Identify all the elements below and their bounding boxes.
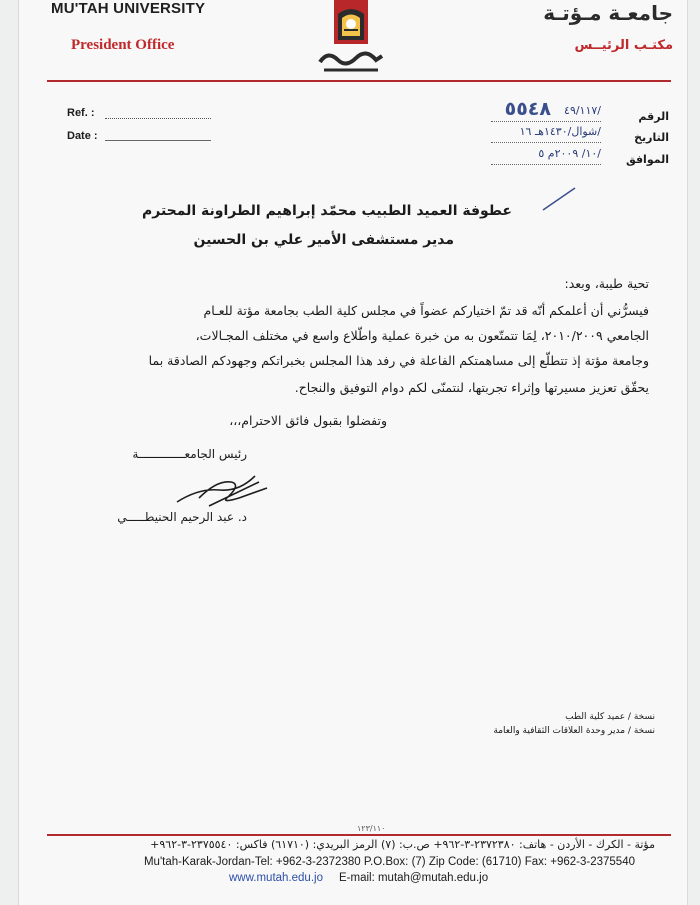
page-reference: ١٢٣/١١٠ [357,824,386,833]
letter-page [18,0,688,905]
header-rule [47,80,671,82]
ar-corresponding-value: /١٠/ ٢٠٠٩م ٥ [538,147,601,160]
closing-line: وتفضلوا بقبول فائق الاحترام،،، [229,413,387,428]
body-line-1: فيسرُّني أن أعلمكم أنّه قد تمّ اختياركم عضواً في مجلس كلية الطب بجامعة مؤتة للعـام [203,303,649,318]
pen-stroke-icon [539,186,579,212]
handwritten-ref-number: ٥٥٤٨ [504,98,551,120]
body-line-2: الجامعي ٢٠١٠/٢٠٠٩، لِمَا تتمتّعون به من خبرة عملية واطّلاع واسع في مختلف المجـالات، [195,328,649,343]
ar-date-line [491,142,601,143]
cc-line-2: نسخة / مدير وحدة العلاقات الثقافية والعامة [493,726,655,736]
signatory-title: رئيس الجامعـــــــــــــة [132,447,247,461]
office-name-ar: مكتـب الرئيــس [574,38,673,53]
university-name-ar: جامعـة مـؤتـة [543,1,673,25]
ar-date-value: /شوال/١٤٣٠هـ ١٦ [519,125,601,138]
footer-address-ar: مؤتة - الكرك - الأردن - هاتف: ٢٣٧٢٣٨٠-٣-٩٦٢+ ص.ب: (٧) الرمز البريدي: (٦١٧١٠) فاكس: ٢٣٧٥٥٤٠-٣-٩٦٢+ [150,838,655,851]
footer-address-en: Mu'tah-Karak-Jordan-Tel: +962-3-2372380 P.O.Box: (7) Zip Code: (61710) Fax: +962-3-2375540 [143,856,635,868]
body-line-4: يحقّق تعزيز مسيرتها وإثراء تجربتها، لنتمنّى لكم دوام التوفيق والنجاح. [294,380,649,395]
signatory-name: د. عبد الرحيم الحنيطـــــي [117,510,247,524]
date-line [105,140,211,141]
university-logo-icon [316,0,386,74]
ar-corresponding-label: الموافق [625,153,669,166]
recipient-name: عطوفة العميد الطبيب محمّد إبراهيم الطراونة المحترم [141,203,512,219]
footer-rule [47,834,671,836]
ar-number-label: الرقم [638,110,669,123]
date-label: Date : [67,130,98,142]
ar-date-label: التاريخ [634,131,669,144]
ref-label: Ref. : [67,107,95,119]
office-name-en: President Office [71,37,175,53]
body-line-3: وجامعة مؤتة إذ تتطلّع إلى مساهمتكم الفاعلة في رفد هذا المجلس بخبراتكم وجهودكم الصادقة بما [148,353,649,368]
ar-corresponding-line [491,164,601,165]
ar-number-value: /٤٩/١١٧ [564,104,601,117]
ref-line [105,118,211,119]
footer-website-link[interactable]: www.mutah.edu.jo [229,872,323,884]
university-name-en: MU'TAH UNIVERSITY [51,0,206,17]
signature-icon [169,468,279,510]
footer-email-link[interactable]: E-mail: mutah@mutah.edu.jo [339,872,489,884]
ar-number-line [491,121,601,122]
greeting: تحية طيبة، وبعد: [564,276,649,291]
cc-line-1: نسخة / عميد كلية الطب [565,712,655,722]
recipient-position: مدير مستشفى الأمير علي بن الحسين [193,232,454,248]
